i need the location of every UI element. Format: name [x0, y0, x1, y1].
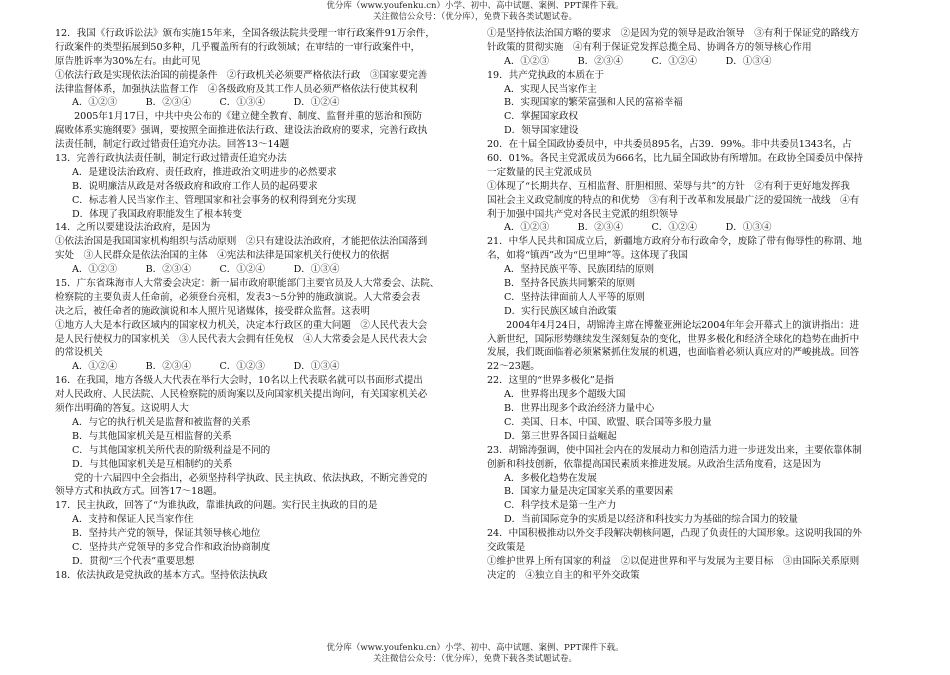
text-line: 是人民行使权力的国家机关 ③人民代表大会拥有任免权 ④人大常委会是人民代表大会: [55, 333, 428, 345]
text-line: A．①②③ B．②③④ C．①②④ D．①③④: [504, 222, 772, 234]
text-line: 16．在我国，地方各级人大代表在举行大会时，10名以上代表联名就可以书面形式提出: [55, 375, 423, 387]
text-line: 法律监督体系，加强执法监督工作 ④各级政府及其工作人员必须严格依法行使其权利: [55, 83, 418, 95]
text-line: 国社会主义政党制度的特点的和优势 ③有利于改革和发展最广泛的爱国统一战线 ④有: [487, 194, 860, 206]
text-line: D．体现了我国政府职能发生了根本转变: [72, 208, 242, 220]
text-line: 13．完善行政执法责任制，制定行政过错责任追究办法: [55, 153, 287, 165]
text-line: 腐败体系实施纲要》强调，要按照全面推进依法行政、建设法治政府的要求，完善行政执: [55, 125, 428, 137]
text-line: C．掌握国家政权: [504, 111, 579, 123]
text-line: 创新和科技创新，依靠提高国民素质来推进发展。从政治生活角度看，这是因为: [487, 458, 822, 470]
text-line: 入新世纪，国际形势继续发生深刻复杂的变化，世界多极化和经济全球化的趋势在曲折中: [487, 333, 860, 345]
text-line: 14．之所以要建设法治政府，是因为: [55, 222, 211, 234]
text-line: 党的十六届四中全会指出，必须坚持科学执政、民主执政、依法执政，不断完善党的: [55, 472, 428, 484]
text-line: B．坚持共产党的领导，保证其领导核心地位: [72, 528, 261, 540]
text-line: D．第三世界各国日益崛起: [504, 430, 617, 442]
text-line: ①依法行政是实现依法治国的前提条件 ②行政机关必须要严格依法行政 ③国家要完善: [55, 69, 428, 81]
text-line: 24．中国积极推动以外交手段解决朝核问题，凸现了负责任的大国形象。这说明我国的外: [487, 528, 862, 540]
page-footer: [0, 643, 950, 664]
text-line: C．美国、日本、中国、欧盟、联合国等多股力量: [504, 416, 712, 428]
text-line: A．①②③ B．②③④ C．①②④ D．①③④: [72, 264, 340, 276]
text-line: C．与其他国家机关所代表的阶级利益是不同的: [72, 444, 271, 456]
text-line: 21．中华人民共和国成立后，新疆地方政府分布行政命令，废除了带有侮辱性的称谓、地: [487, 236, 862, 248]
right-column: [487, 27, 907, 583]
text-line: 法责任制，制定行政过错责任追究办法。回答13～14题: [55, 139, 290, 151]
text-line: 18．依法执政是党执政的基本方式。坚持依法执政: [55, 569, 268, 581]
text-line: D．当前国际竞争的实质是以经济和科技实力为基础的综合国力的较量: [504, 514, 798, 526]
text-line: 22．这里的“世界多极化”是指: [487, 375, 614, 387]
text-line: 20．在十届全国政协委员中，中共委员895名，占39．99%。非中共委员1343名，占: [487, 139, 852, 151]
text-line: D．贯彻“三个代表”重要思想: [72, 555, 195, 567]
text-line: 19．共产党执政的本质在于: [487, 69, 605, 81]
text-line: D．与其他国家机关是互相制约的关系: [72, 458, 233, 470]
text-line: 利于加强中国共产党对各民主党派的组织领导: [487, 208, 678, 220]
text-line: 检察院的主要负责人任命前，必须登台亮相，发表3～5分钟的施政演说。人大常委会表: [55, 291, 421, 303]
text-line: 17．民主执政，回答了“为谁执政，靠谁执政的问题。实行民主执政的目的是: [55, 500, 378, 512]
text-line: 行政案件的类型拓展到50多种，几乎覆盖所有的行政领域；在审结的一审行政案件中，: [55, 41, 421, 53]
text-line: 交政策是: [487, 541, 526, 553]
page-header: [0, 1, 950, 22]
text-line: A．坚持民族平等、民族团结的原则: [504, 264, 655, 276]
header-line-wechat: 关注微信公众号：（优分库），免费下载各类试题试卷。: [372, 11, 577, 22]
text-line: A．①②③ B．②③④ C．①③④ D．①②④: [72, 97, 340, 109]
footer-line-wechat: 关注微信公众号：（优分库），免费下载各类试题试卷。: [372, 653, 577, 664]
text-line: ①是坚持依法治国方略的要求 ②是因为党的领导是政治领导 ③有利于保证党的路线方: [487, 28, 860, 39]
text-line: A．多极化趋势在发展: [504, 472, 597, 484]
text-line: 60．01%。各民主党派成员为666名，比九届全国政协有所增加。在政协全国委员中保持: [487, 153, 863, 165]
text-line: B．坚持各民族共同繁荣的原则: [504, 278, 636, 290]
text-line: 的常设机关: [55, 347, 103, 359]
text-line: ①地方人大是本行政区域内的国家权力机关，决定本行政区的重大问题 ②人民代表大会: [55, 319, 428, 331]
text-line: 23．胡锦涛强调，使中国社会内在的发展动力和创造活力进一步迸发出来，主要依靠体制: [487, 444, 862, 456]
text-line: 对人民政府、人民法院、人民检察院的质询案以及向国家机关提出询问，有关国家机关必: [55, 389, 428, 401]
text-line: 实处 ③人民群众是依法治国的主体 ④宪法和法律是国家机关行使权力的依据: [55, 250, 390, 262]
text-line: 针政策的贯彻实施 ④有利于保证党发挥总揽全局、协调各方的领导核心作用: [487, 41, 812, 53]
header-line-site[interactable]: 优分库（www.youfenku.cn）小学、初中、高中试题、案例、PPT课件下载。: [326, 1, 624, 11]
text-line: 须作出明确的答复。这说明人大: [55, 403, 189, 415]
text-line: C．科学技术是第一生产力: [504, 500, 617, 512]
text-line: 2005年1月17日，中共中央公布的《建立健全教育、制度、监督并重的惩治和预防: [55, 111, 422, 123]
text-line: A．支持和保证人民当家作住: [72, 514, 194, 526]
footer-line-site[interactable]: 优分库（www.youfenku.cn）小学、初中、高中试题、案例、PPT课件下载。: [326, 643, 624, 653]
text-line: ①依法治国是我国国家机构组织与活动原则 ②只有建设法治政府，才能把依法治国落到: [55, 236, 428, 248]
text-line: C．标志着人民当家作主、管理国家和社会事务的权利得到充分实现: [72, 194, 357, 206]
text-line: 决定的 ④独立自主的和平外交政策: [487, 569, 640, 581]
text-line: A．实现人民当家作主: [504, 83, 597, 95]
text-line: 原告胜诉率为30%左右。由此可见: [55, 55, 201, 67]
text-line: D．实行民族区域自治政策: [504, 305, 617, 317]
text-line: 22～23题。: [487, 361, 540, 373]
text-line: A．①②③ B．②③④ C．①②④ D．①③④: [504, 55, 772, 67]
text-line: ①维护世界上所有国家的利益 ②以促进世界和平与发展为主要目标 ③由国际关系原则: [487, 555, 860, 567]
text-line: A．与它的执行机关是监督和被监督的关系: [72, 416, 251, 428]
text-line: C．坚持法律面前人人平等的原则: [504, 291, 645, 303]
left-column: [55, 27, 475, 583]
text-line: A．世界将出现多个超级大国: [504, 389, 626, 401]
text-line: 2004年4月24日，胡锦涛主席在博鳌亚洲论坛2004年年会开幕式上的演讲指出：进: [487, 319, 859, 331]
text-line: A．①②④ B．②③④ C．①②③ D．①③④: [72, 361, 340, 373]
text-line: ①体现了“长期共存、互相监督、肝胆相照、荣辱与共”的方针 ②有利于更好地发挥我: [487, 180, 850, 192]
text-line: 发展，我们既面临着必须紧紧抓住发展的机遇，也面临着必须认真应对的严峻挑战。回答: [487, 347, 860, 359]
text-line: C．坚持共产党领导的多党合作和政治协商制度: [72, 541, 271, 553]
text-line: A．是建设法治政府、责任政府，推进政治文明进步的必然要求: [72, 166, 337, 178]
text-line: B．与其他国家机关是互相监督的关系: [72, 430, 232, 442]
text-line: 12．我国《行政诉讼法》颁布实施15年来，全国各级法院共受理一审行政案件91万余件，: [55, 28, 435, 39]
text-line: B．世界出现多个政治经济力量中心: [504, 403, 655, 415]
text-line: B．国家力量是决定国家关系的重要因素: [504, 486, 674, 498]
text-line: D．领导国家建设: [504, 125, 579, 137]
text-line: 决之后，被任命者的施政演说和本人照片见诸媒体，接受群众监督。这表明: [55, 305, 370, 317]
text-line: 15．广东省珠海市人大常委会决定：新一届市政府职能部门主要官员及人大常委会、法院、: [55, 278, 440, 290]
text-line: B．说明廉洁从政是对各级政府和政府工作人员的起码要求: [72, 180, 318, 192]
text-line: 领导方式和执政方式。回答17～18题。: [55, 486, 223, 498]
text-line: 名，如将“镇西”改为“巴里坤”等。这体现了我国: [487, 250, 688, 262]
text-line: B．实现国家的繁荣富强和人民的富裕幸福: [504, 97, 683, 109]
text-line: 一定数量的民主党派成员: [487, 166, 592, 178]
